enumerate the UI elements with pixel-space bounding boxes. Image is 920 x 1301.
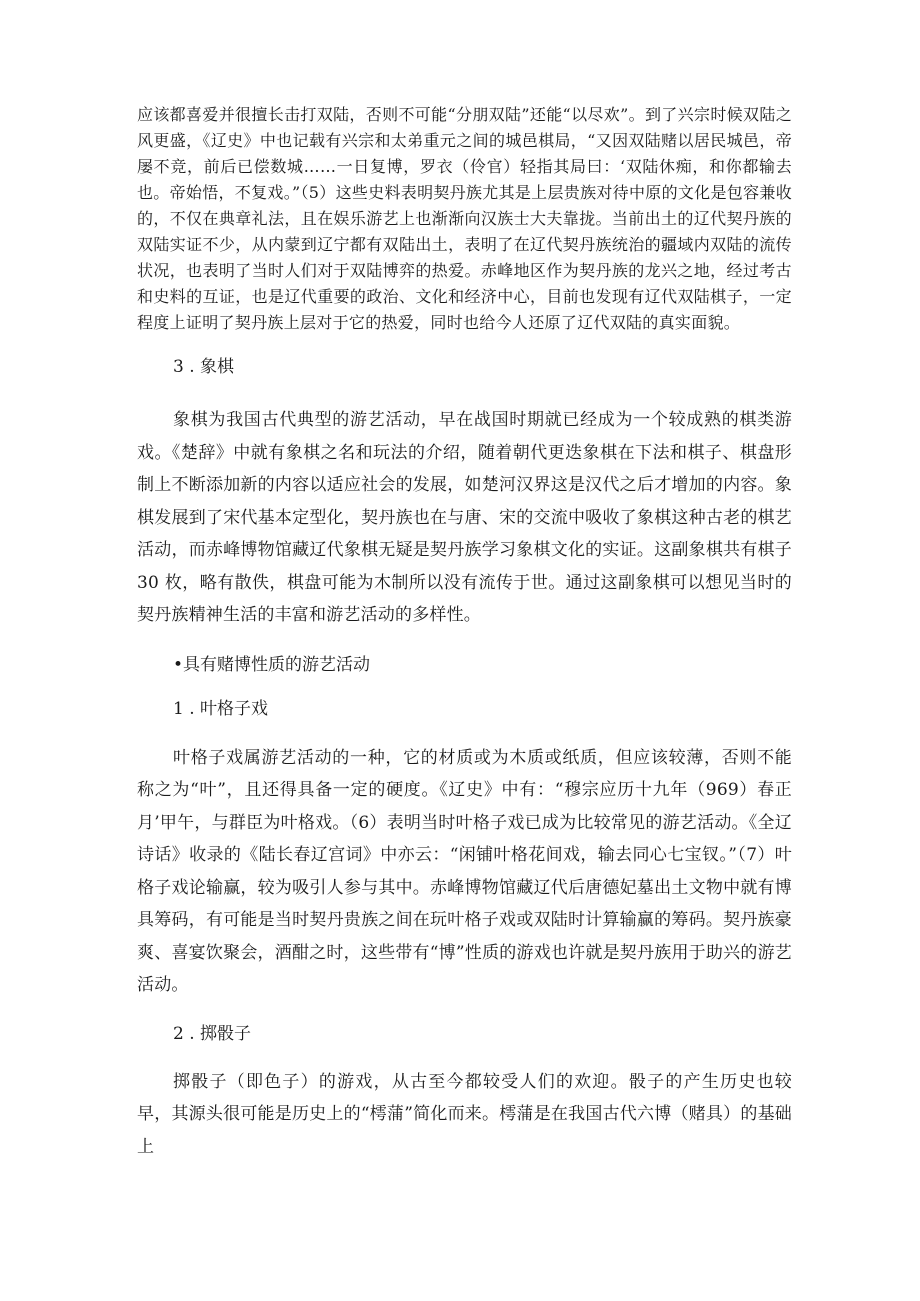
heading-xiangqi: 3 . 象棋 [173,357,235,377]
document-page [137,102,792,1163]
paragraph-yegezi: 叶格子戏属游艺活动的一种，它的材质或为木质或纸质，但应该较薄，否则不能称之为“叶”，且还得具备一定的硬度。《辽史》中有：“穆宗应历十九年（969）春正月’甲午，与群臣为叶格戏。（6）表明当时叶格子戏已成为比较常见的游艺活动。《全辽诗话》收录的《陆长春辽宫词》中亦云：“闲铺叶格花间戏，输去同心七宝钗。”（7）叶格子戏论输赢，较为吸引人参与其中。赤峰博物馆藏辽代后唐德妃墓出土文物中就有博具筹码，有可能是当时契丹贵族之间在玩叶格子戏或双陆时计算输赢的筹码。契丹族豪爽、喜宴饮聚会，酒酣之时，这些带有“博”性质的游戏也许就是契丹族用于助兴的游艺活动。 [137,747,792,995]
paragraph-xiangqi: 象棋为我国古代典型的游艺活动，早在战国时期就已经成为一个较成熟的棋类游戏。《楚辞》中就有象棋之名和玩法的介绍，随着朝代更迭象棋在下法和棋子、棋盘形制上不断添加新的内容以适应社会的发展，如楚河汉界这是汉代之后才增加的内容。象棋发展到了宋代基本定型化，契丹族也在与唐、宋的交流中吸收了象棋这种古老的棋艺活动，而赤峰博物馆藏辽代象棋无疑是契丹族学习象棋文化的实证。这副象棋共有棋子 30 枚，略有散佚，棋盘可能为木制所以没有流传于世。通过这副象棋可以想见当时的契丹族精神生活的丰富和游艺活动的多样性。 [137,410,792,625]
heading-dice: 2 . 掷骰子 [173,1023,252,1044]
heading-yegezi: 1 . 叶格子戏 [173,698,269,719]
heading-gambling-activities: •具有赌博性质的游艺活动 [173,654,371,675]
paragraph-dice: 掷骰子（即色子）的游戏，从古至今都较受人们的欢迎。骰子的产生历史也较早，其源头很可能是历史上的“樗蒲”简化而来。樗蒲是在我国古代六博（赌具）的基础上 [137,1071,792,1157]
paragraph-shuanglu-continued: 应该都喜爱并很擅长击打双陆，否则不可能“分朋双陆”还能“以尽欢”。到了兴宗时候双陆之风更盛，《辽史》中也记载有兴宗和太弟重元之间的城邑棋局，“又因双陆赌以居民城邑，帝屡不竞，前后已偿数城……一日复博，罗衣（伶官）轻指其局曰：‘双陆休痴，和你都输去也。帝始悟，不复戏。”（5）这些史料表明契丹族尤其是上层贵族对待中原的文化是包容兼收的，不仅在典章礼法，且在娱乐游艺上也渐渐向汉族士大夫靠拢。当前出土的辽代契丹族的双陆实证不少，从内蒙到辽宁都有双陆出土，表明了在辽代契丹族统治的疆域内双陆的流传状况，也表明了当时人们对于双陆博弈的热爱。赤峰地区作为契丹族的龙兴之地，经过考古和史料的互证，也是辽代重要的政治、文化和经济中心，目前也发现有辽代双陆棋子，一定程度上证明了契丹族上层对于它的热爱，同时也给今人还原了辽代双陆的真实面貌。 [137,105,792,332]
